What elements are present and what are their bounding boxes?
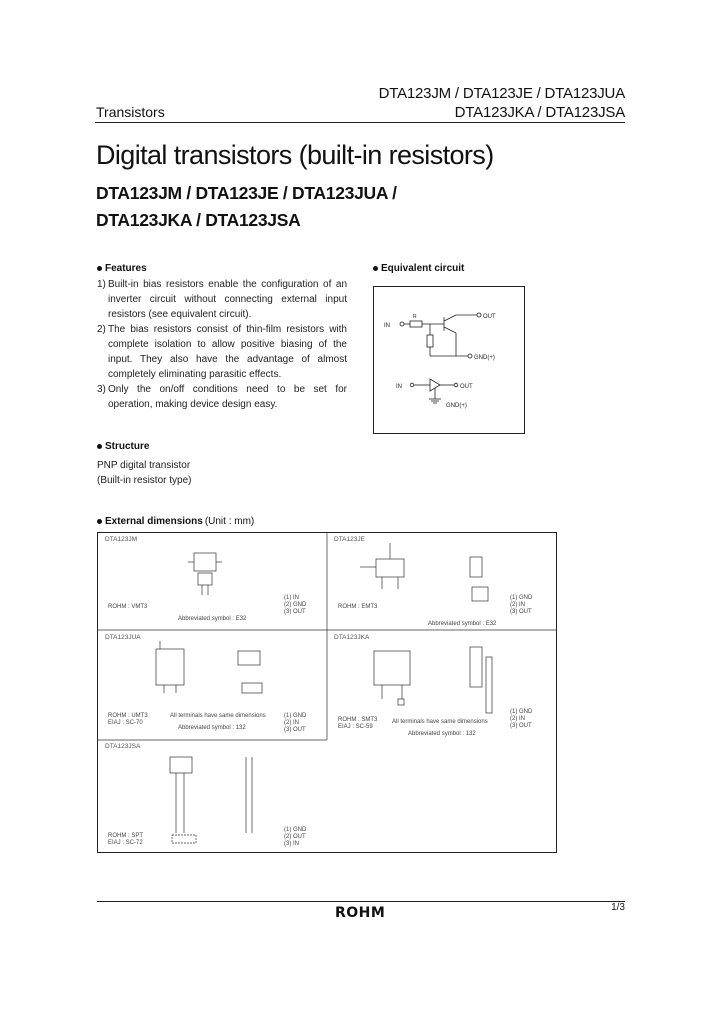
panel-name-dta123je: DTA123JE — [334, 536, 365, 543]
package-codes-dta123jsa — [108, 833, 143, 847]
pin-label: (3) OUT — [284, 609, 306, 615]
feature-item — [97, 382, 347, 412]
equivalent-circuit-box — [373, 286, 525, 434]
panel-name-dta123jka: DTA123JKA — [334, 634, 370, 641]
header-parts-line1: DTA123JM / DTA123JE / DTA123JUA — [378, 85, 625, 102]
panel-name-dta123jsa: DTA123JSA — [105, 743, 141, 750]
eq-gnd2-label: GND(+) — [446, 403, 467, 409]
dimensions-heading-text: External dimensions — [105, 516, 203, 527]
pin-label: (3) OUT — [510, 609, 532, 615]
equivalent-circuit-heading-text: Equivalent circuit — [381, 263, 465, 274]
pins-dta123jm — [284, 595, 306, 616]
rohm-package-dta123je: ROHM : EMT3 — [338, 604, 378, 610]
subtitle-line1: DTA123JM / DTA123JE / DTA123JUA / — [96, 183, 397, 203]
abbrev-symbol-dta123jka: Abbreviated symbol : 132 — [408, 731, 476, 737]
pin-label: (2) OUT — [284, 834, 306, 840]
eq-out2-label: OUT — [460, 384, 473, 390]
bullet-icon — [97, 519, 102, 524]
page-number: 1/3 — [611, 902, 625, 913]
package-codes-dta123jua — [108, 713, 148, 727]
dimensions-heading — [97, 516, 254, 527]
rohm-package-dta123jka: ROHM : SMT3 — [338, 717, 378, 723]
feature-text: Only the on/off conditions need to be set for operation, making device design easy. — [108, 384, 347, 410]
pin-label: (2) GND — [284, 602, 307, 608]
header-rule — [95, 122, 625, 123]
features-heading-text: Features — [105, 263, 147, 274]
pin-label: (1) GND — [510, 709, 533, 715]
pins-dta123jka — [510, 709, 532, 730]
subtitle-line2: DTA123JKA / DTA123JSA — [96, 210, 301, 230]
structure-heading — [97, 441, 149, 452]
pin-label: (3) OUT — [510, 723, 532, 729]
abbrev-symbol-dta123je: Abbreviated symbol : E32 — [428, 621, 497, 627]
features-list — [97, 277, 347, 412]
pin-label: (1) GND — [284, 713, 307, 719]
panel-name-dta123jm: DTA123JM — [105, 536, 138, 543]
feature-item — [97, 277, 347, 322]
pin-label: (2) IN — [284, 720, 299, 726]
bullet-icon — [97, 266, 102, 271]
feature-num: 3) — [97, 384, 106, 395]
equivalent-circuit-heading — [373, 263, 464, 274]
eq-gnd1-label: GND(+) — [474, 355, 495, 361]
dimensions-unit: (Unit : mm) — [204, 516, 255, 527]
features-heading — [97, 263, 147, 274]
rohm-package-dta123jm: ROHM : VMT3 — [108, 604, 148, 610]
feature-num: 2) — [97, 324, 106, 335]
pin-label: (1) GND — [284, 827, 307, 833]
header-category: Transistors — [96, 104, 165, 120]
eq-out1-label: OUT — [483, 314, 496, 320]
abbrev-symbol-dta123jm: Abbreviated symbol : E32 — [178, 616, 247, 622]
package-codes-dta123jka — [338, 717, 377, 731]
structure-text — [97, 458, 191, 488]
eiaj-package-dta123jua: EIAJ : SC-70 — [108, 720, 143, 726]
header-parts-line2: DTA123JKA / DTA123JSA — [454, 104, 625, 121]
structure-line1: PNP digital transistor — [97, 460, 191, 471]
dimensions-drawing — [98, 533, 556, 852]
feature-text: Built-in bias resistors enable the configuration of an inverter circuit without connecting external input resistors (see equivalent circuit). — [108, 279, 347, 320]
pin-label: (2) IN — [510, 716, 525, 722]
pin-label: (3) OUT — [284, 727, 306, 733]
eq-r-label: R — [413, 314, 417, 320]
equivalent-circuit-diagram — [374, 287, 524, 433]
bullet-icon — [97, 444, 102, 449]
eiaj-package-dta123jsa: EIAJ : SC-72 — [108, 840, 143, 846]
abbrev-symbol-dta123jua: Abbreviated symbol : 132 — [178, 725, 246, 731]
dimensions-box — [97, 532, 557, 853]
panel-name-dta123jua: DTA123JUA — [105, 634, 141, 641]
lead-note-dta123jka: All terminals have same dimensions — [392, 719, 488, 725]
pin-label: (1) GND — [510, 595, 533, 601]
eiaj-package-dta123jka: EIAJ : SC-59 — [338, 724, 373, 730]
eq-in1-label: IN — [384, 323, 390, 329]
pins-dta123je — [510, 595, 532, 616]
footer-rule — [97, 901, 625, 902]
structure-line2: (Built-in resistor type) — [97, 475, 192, 486]
rohm-package-dta123jsa: ROHM : SPT — [108, 833, 144, 839]
bullet-icon — [373, 266, 378, 271]
eq-in2-label: IN — [396, 384, 402, 390]
rohm-package-dta123jua: ROHM : UMT3 — [108, 713, 148, 719]
pin-label: (2) IN — [510, 602, 525, 608]
pin-label: (3) IN — [284, 841, 299, 847]
rohm-logo: ROHM — [335, 905, 386, 921]
feature-num: 1) — [97, 279, 106, 290]
page-title: Digital transistors (built-in resistors) — [96, 140, 494, 170]
feature-item — [97, 322, 347, 382]
pins-dta123jua — [284, 713, 306, 734]
pins-dta123jsa — [284, 827, 306, 848]
lead-note-dta123jua: All terminals have same dimensions — [170, 713, 266, 719]
pin-label: (1) IN — [284, 595, 299, 601]
feature-text: The bias resistors consist of thin-film resistors with complete isolation to allow positive biasing of the input. They also have the advantage of almost completely eliminating parasitic effects. — [108, 324, 347, 380]
structure-heading-text: Structure — [105, 441, 150, 452]
